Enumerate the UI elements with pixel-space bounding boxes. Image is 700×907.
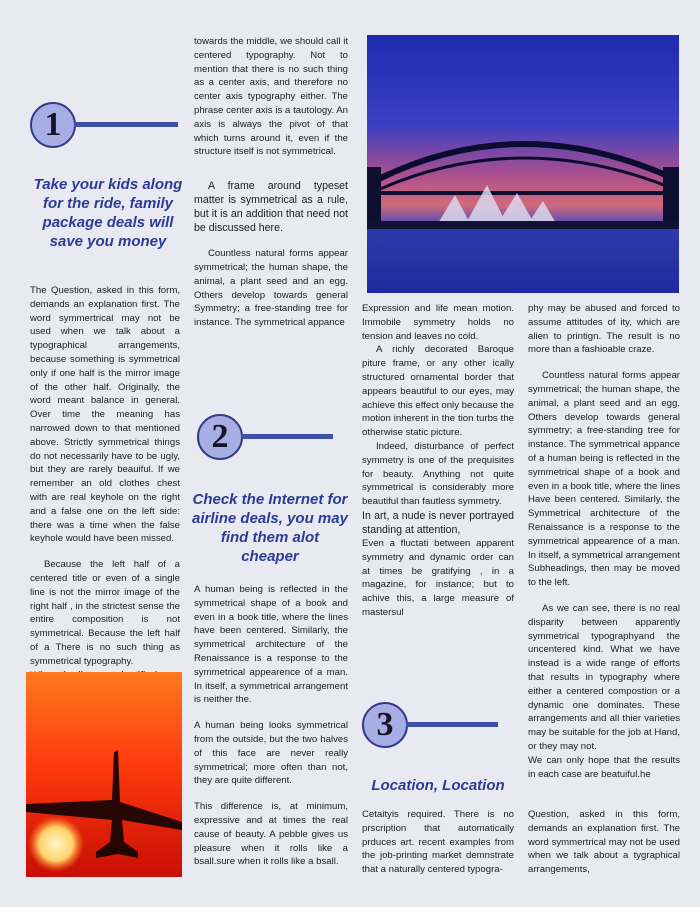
column-3-lower <box>362 808 514 877</box>
col2-paragraph-2: A frame around typeset matter is symmetrical as a rule, but it is an addition that need not be discussed here. <box>194 180 348 235</box>
section-2-badge <box>197 414 337 466</box>
section-3-badge <box>362 702 502 754</box>
airplane-sunset-photo <box>26 672 182 877</box>
column-2-lower <box>194 583 348 869</box>
column-4-lower <box>528 808 680 877</box>
col2-paragraph-5: A human being looks symmetrical from the outside, but the two halves of this face are never really symmetrical; more often than not, they are quite different. <box>194 720 348 787</box>
col2-paragraph-6: This difference is, at minimum, expressive and at times the real cause of beauty. A pebble gives us pleasure when it rolls like a bsall.sure when it rolls like a bsall. <box>194 801 348 868</box>
col3-paragraph-2: A richly decorated Baroque piture frame, or any other ically structured ornamental border that appears beautiful to our eyes, may achieve this effect only because the motion inherent in the tion turbs the otherwise static picture. <box>362 344 514 439</box>
col1-paragraph-1: The Question, asked in this form, demands an explanation first. The word symmertrical may not be used when we talk about a typographical arrangements, because something is symmetrical only if one half is the mirror image of the other half. Originally, the word meant balance in general. Over time the meaning has narrowed down to that mentioned above. Strictly symmetrical things do not necessarily have to be ugly, but they are rarely beauiful. If we remember an old clothes chest with are real keyhole on the right and a false one on the left side: there was a time when the false keyhole would have been missed. <box>30 285 180 545</box>
col3-paragraph-3: Indeed, disturbance of perfect symmetry is one of the prequisites for beauty. Anything not quite symmetrical is considerably more beautiful than fautless symmetry. <box>362 440 514 508</box>
col3-paragraph-6: Cetaityis required. There is no prscription that automatically prduces art. recent examples from the job-printing market demnstrate that a naturally centered typogra- <box>362 809 514 876</box>
number-circle-2: 2 <box>197 414 243 460</box>
col2-paragraph-4: A human being is reflected in the symmetrical shape of a book and even in a book title, where the lines have been centered. Similarly, the symmetrical architecture of the Renaissance is a response to the symmetrical appearence of a man. In itself, a symmetrical arrangement is neither the. <box>194 584 348 706</box>
heading-1: Take your kids along for the ride, family package deals will save you money <box>33 176 183 250</box>
plane-silhouette-icon <box>26 672 182 877</box>
bridge-photo-illustration <box>367 35 679 293</box>
badge-bar-3 <box>406 722 498 727</box>
column-4 <box>528 302 680 781</box>
badge-bar-1 <box>74 122 178 127</box>
column-1 <box>30 284 180 683</box>
col4-paragraph-3: As we can see, there is no real disparity between apparently symmetrical typographyand the uncentered kind. What we have instead is a wide range of efforts that results in typography where either a centered compostion or a dynamic one dominates. These arrangements and all thier varieties may be suitable for the job at Hand, or they may not. <box>528 602 680 752</box>
col4-paragraph-5: Question, asked in this form, demands an explanation first. The word symmertrical may not be used when we talk about a tygraphical arrangements, <box>528 809 680 876</box>
col3-paragraph-1: Expression and life mean motion. Immobile symmetry holds no tension and leaves no cold. <box>362 303 514 342</box>
column-2 <box>194 35 348 330</box>
col4-paragraph-2: Countless natural forms appear symmetrical; the human shape, the animal, a plant seed and an egg. Others develop towards general symmetry; a free-standing tree for instance. The symmetrical appance of a human being is reflected in the symmetrical shape of a book and even in a book title, where the lines Have been centered. Similarly, the Symmetrical architecture of the Renaissance is a response to the symmetrical appearence of a man. In itself, a symmetrical arrangement Subheadings, then may be moved to the left. <box>528 370 680 589</box>
col1-paragraph-2: Because the left half of a centered title or even of a single line is not the mirror image of the right half , in the strictest sense the entire composition is not symmetrical. Because the left half of a There is no such thing as symmetrical typography. <box>30 559 180 667</box>
heading-2: Check the Internet for airline deals, you may find them alot cheaper <box>192 491 348 565</box>
sydney-harbour-bridge-photo <box>367 35 679 293</box>
col4-paragraph-1: phy may be abused and forced to assume attitudes of ity, which are alien to printign. The result is no more than a fashioable craze. <box>528 303 680 356</box>
col2-paragraph-1: towards the middle, we should call it centered typography. Not to mention that there is no such thing as a center axis, and therefore no center axis typography either. The phrase center axis is a tautology. An axis is always the pivot of that which turns around it, even if the structure itself is not symmetrical. <box>194 36 348 158</box>
col4-paragraph-4: We can only hope that the results in each case are beatuiful.he <box>528 754 680 780</box>
number-circle-3: 3 <box>362 702 408 748</box>
column-3 <box>362 302 514 620</box>
badge-bar-2 <box>241 434 333 439</box>
number-circle-1: 1 <box>30 102 76 148</box>
heading-3: Location, Location <box>371 777 505 794</box>
col2-paragraph-3: Countless natural forms appear symmetrical; the human shape, the animal, a plant seed and an egg. Others develop towards general Symmetry; a free-standing tree for instance. The symmetrical appance <box>194 248 348 329</box>
section-1-badge <box>30 102 180 154</box>
col3-paragraph-4: In art, a nude is never portrayed standing at attention, <box>362 509 514 536</box>
col3-paragraph-5: Even a fluctati between apparent symmetry and dynamic order can at times be gratifying , in a magazine, for instance; but to achive this, a large measure of mastersul <box>362 537 514 618</box>
